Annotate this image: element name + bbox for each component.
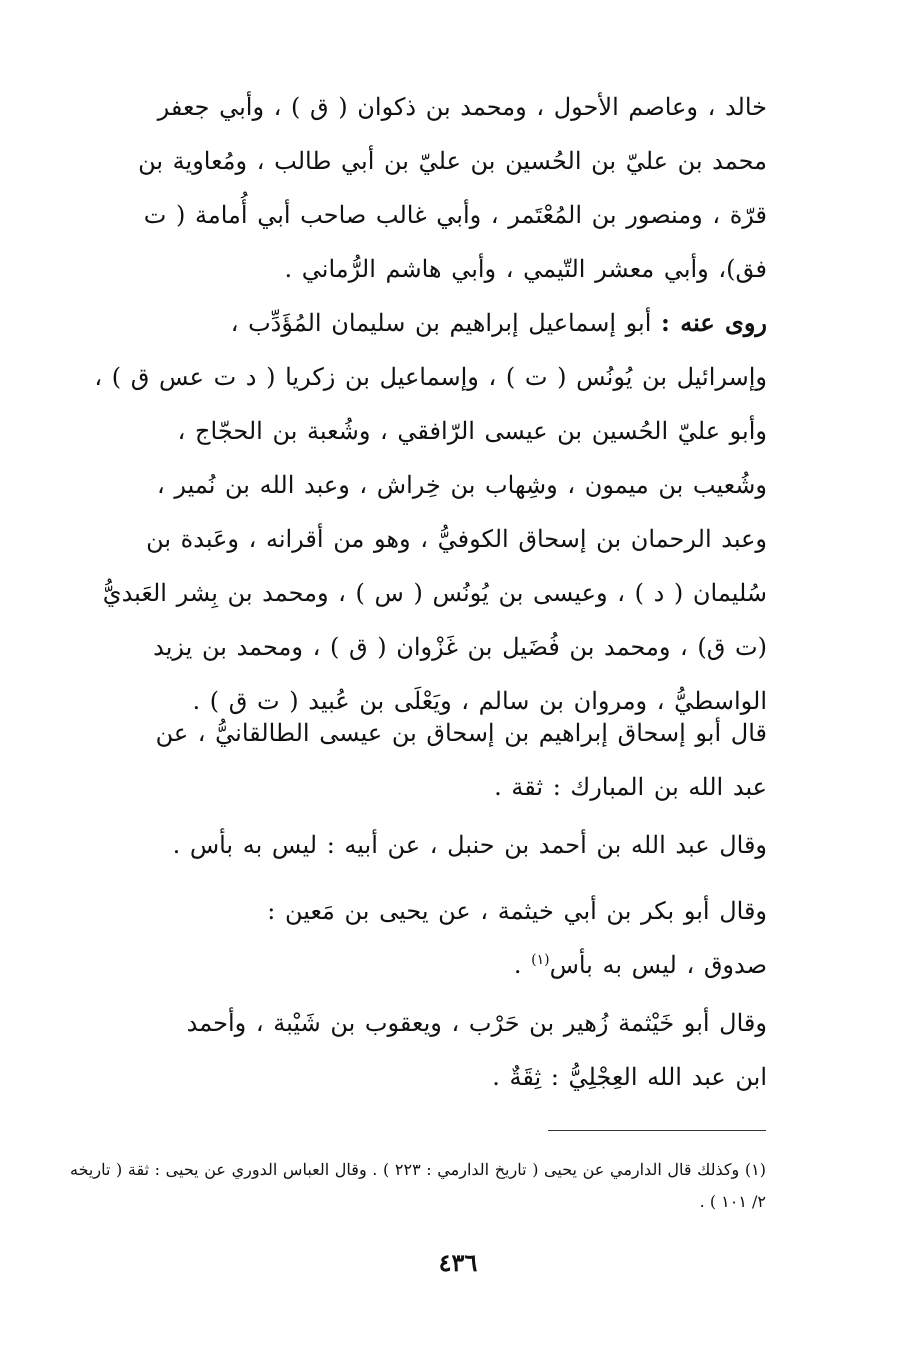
line: محمد بن عليّ بن الحُسين بن عليّ بن أبي طالب ، ومُعاوية بن — [138, 147, 767, 175]
line: عبد الله بن المبارك : ثقة . — [494, 773, 767, 801]
line: أبو إسماعيل إبراهيم بن سليمان المُؤَدِّب ، — [230, 309, 652, 337]
line: خالد ، وعاصم الأحول ، ومحمد بن ذكوان ( ق ) ، وأبي جعفر — [157, 93, 767, 121]
line: ابن عبد الله العِجْلِيُّ : ثِقَةٌ . — [492, 1063, 767, 1091]
footnote-divider — [548, 1130, 766, 1131]
line: وعبد الرحمان بن إسحاق الكوفيُّ ، وهو من أقرانه ، وعَبدة بن — [146, 525, 767, 553]
line: وشُعيب بن ميمون ، وشِهاب بن خِراش ، وعبد الله بن نُمير ، — [156, 471, 767, 499]
line-tail: . — [513, 951, 532, 979]
line: سُليمان ( د ) ، وعيسى بن يُونُس ( س ) ، ومحمد بن بِشر العَبديُّ — [102, 579, 767, 607]
line: قال أبو إسحاق إبراهيم بن إسحاق بن عيسى الطالقانيُّ ، عن — [155, 719, 767, 747]
line: وأبو عليّ الحُسين بن عيسى الرّافقي ، وشُعبة بن الحجّاج ، — [177, 417, 767, 445]
line: وقال أبو بكر بن أبي خيثمة ، عن يحيى بن مَعين : — [267, 897, 767, 925]
paragraph-narrators — [82, 296, 767, 728]
line: الواسطيُّ ، ومروان بن سالم ، ويَعْلَى بن عُبيد ( ت ق ) . — [192, 687, 767, 715]
paragraph-6 — [82, 996, 767, 1104]
line: صدوق ، ليس به بأس — [549, 951, 767, 979]
line: فق)، وأبي معشر التّيمي ، وأبي هاشم الرُّماني . — [284, 255, 767, 283]
section-lead: روى عنه : — [661, 308, 767, 337]
line: (ت ق) ، ومحمد بن فُضَيل بن غَزْوان ( ق ) ، ومحمد بن يزيد — [153, 633, 767, 661]
paragraph-4 — [82, 818, 767, 872]
line: قرّة ، ومنصور بن المُعْتَمر ، وأبي غالب صاحب أبي أُمامة ( ت — [143, 201, 767, 229]
line: وإسرائيل بن يُونُس ( ت ) ، وإسماعيل بن زكريا ( د ت عس ق ) ، — [94, 363, 767, 391]
footnote: (١) وكذلك قال الدارمي عن يحيى ( تاريخ الدارمي : ٢٢٣ ) . وقال العباس الدوري عن يحيى : ثقة ( تاريخه ٢/ ١٠١ ) . — [70, 1160, 766, 1211]
paragraph-1 — [82, 80, 767, 296]
page-number: ٤٣٦ — [438, 1248, 478, 1277]
footnote-marker: (١) — [531, 952, 550, 968]
line: وقال عبد الله بن أحمد بن حنبل ، عن أبيه : ليس به بأس . — [172, 831, 767, 859]
paragraph-3 — [82, 706, 767, 814]
line: وقال أبو خَيْثمة زُهير بن حَرْب ، ويعقوب بن شَيْبة ، وأحمد — [186, 1009, 767, 1037]
paragraph-5 — [82, 884, 767, 992]
